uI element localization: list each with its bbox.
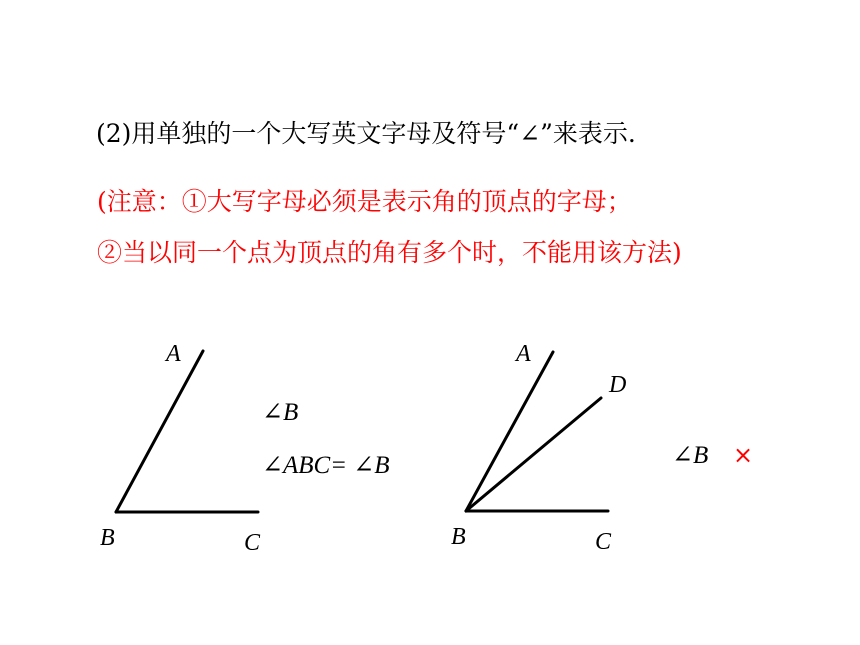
right-label-c: C (595, 529, 612, 555)
left-ray-ba (116, 351, 203, 512)
right-ray-bd (466, 398, 601, 511)
right-label-a: A (516, 341, 531, 367)
note-line-1: (注意：①大写字母必须是表示角的顶点的字母； (97, 187, 632, 216)
heading-text: (2)用单独的一个大写英文字母及符号“∠”来表示. (96, 119, 636, 148)
left-angle-equation: ∠ABC= ∠B (262, 452, 390, 479)
right-label-b: B (451, 524, 466, 550)
left-label-b: B (100, 525, 115, 551)
right-label-d: D (609, 372, 627, 398)
right-angle-figure (451, 341, 753, 555)
right-ray-ba (466, 352, 553, 511)
right-angle-name: ∠B (672, 442, 709, 469)
wrong-mark-icon: × (733, 441, 754, 469)
left-angle-name: ∠B (262, 399, 299, 426)
left-angle-figure (100, 341, 390, 556)
left-label-c: C (244, 530, 261, 556)
left-label-a: A (166, 341, 181, 367)
note-line-2: ②当以同一个点为顶点的角有多个时，不能用该方法) (97, 238, 682, 267)
